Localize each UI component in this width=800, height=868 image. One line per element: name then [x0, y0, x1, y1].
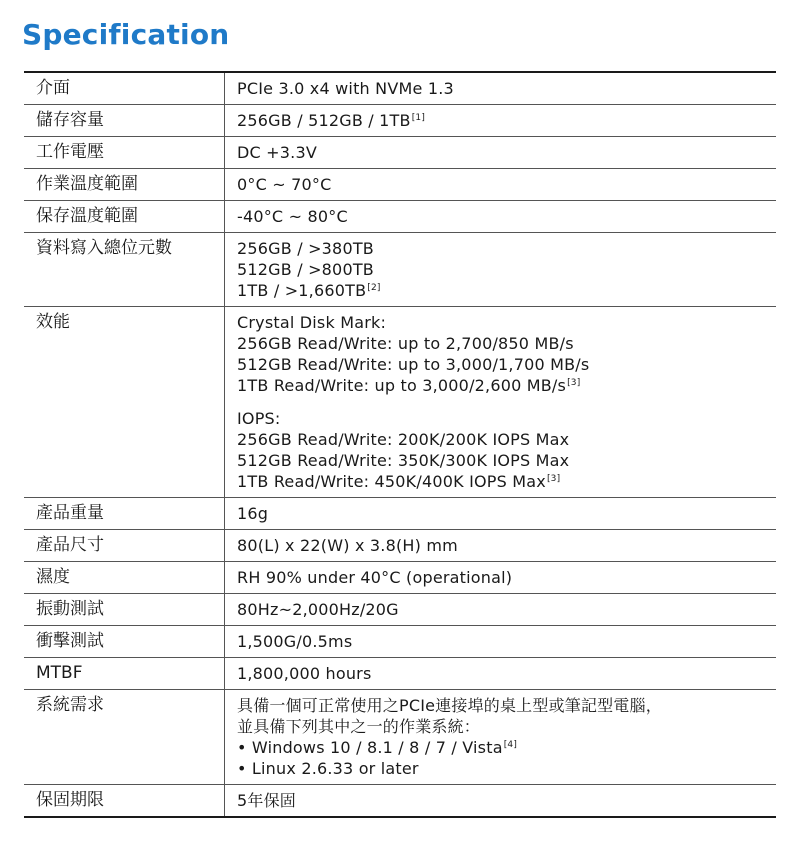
tbw-line: 512GB / >800TB	[237, 260, 374, 279]
spec-row-warranty	[24, 785, 776, 818]
spec-label: 資料寫入總位元數	[24, 233, 225, 307]
iops-line: 512GB Read/Write: 350K/300K IOPS Max	[237, 451, 570, 470]
spec-row-humidity	[24, 562, 776, 594]
spec-row-storage-temperature	[24, 201, 776, 233]
tbw-line: 256GB / >380TB	[237, 239, 374, 258]
spec-value: -40°C ~ 80°C	[225, 201, 777, 233]
spec-row-performance	[24, 307, 776, 498]
spec-value-cell	[225, 690, 777, 785]
spec-table	[24, 71, 776, 818]
footnote-marker: [3]	[546, 473, 561, 484]
spec-label: 儲存容量	[24, 105, 225, 137]
crystal-line: 256GB Read/Write: up to 2,700/850 MB/s	[237, 334, 574, 353]
spec-label: 濕度	[24, 562, 225, 594]
spec-value-cell	[225, 307, 777, 498]
spec-label: MTBF	[24, 658, 225, 690]
spec-value: 1,800,000 hours	[225, 658, 777, 690]
spec-row-weight	[24, 498, 776, 530]
spec-value-cell	[225, 105, 777, 137]
spec-label: 作業溫度範圍	[24, 169, 225, 201]
spec-label: 效能	[24, 307, 225, 498]
spacer	[237, 396, 768, 408]
spec-label: 保固期限	[24, 785, 225, 818]
page-title: Specification	[22, 18, 230, 51]
spec-label: 產品重量	[24, 498, 225, 530]
spec-label: 保存溫度範圍	[24, 201, 225, 233]
requirement-line: 並具備下列其中之一的作業系統：	[237, 717, 481, 736]
iops-title: IOPS:	[237, 409, 281, 428]
spec-label: 介面	[24, 72, 225, 105]
spec-value-cell	[225, 233, 777, 307]
spec-label: 產品尺寸	[24, 530, 225, 562]
spec-value: 256GB / 512GB / 1TB	[237, 111, 411, 130]
footnote-marker: [1]	[411, 112, 426, 123]
spec-value: RH 90% under 40°C (operational)	[225, 562, 777, 594]
spec-value: 80Hz~2,000Hz/20G	[225, 594, 777, 626]
footnote-marker: [3]	[567, 377, 581, 388]
spec-value: 5年保固	[237, 791, 296, 810]
spec-value: 16g	[225, 498, 777, 530]
spec-row-voltage	[24, 137, 776, 169]
spec-row-interface	[24, 72, 776, 105]
spec-row-mtbf	[24, 658, 776, 690]
spec-row-operating-temperature	[24, 169, 776, 201]
spec-row-vibration	[24, 594, 776, 626]
spec-value: PCIe 3.0 x4 with NVMe 1.3	[225, 72, 777, 105]
crystal-line: 1TB Read/Write: up to 3,000/2,600 MB/s	[237, 376, 567, 395]
spec-row-dimensions	[24, 530, 776, 562]
spec-row-system-requirements	[24, 690, 776, 785]
iops-line-last	[237, 471, 768, 492]
spec-row-capacity	[24, 105, 776, 137]
tbw-line-last	[237, 280, 768, 301]
crystal-title: Crystal Disk Mark:	[237, 313, 387, 332]
tbw-line: 1TB / >1,660TB	[237, 281, 367, 300]
crystal-line-last	[237, 375, 768, 396]
spec-value: 80(L) x 22(W) x 3.8(H) mm	[225, 530, 777, 562]
footnote-marker: [4]	[503, 739, 518, 750]
spec-label: 衝擊測試	[24, 626, 225, 658]
spec-label: 工作電壓	[24, 137, 225, 169]
crystal-line: 512GB Read/Write: up to 3,000/1,700 MB/s	[237, 355, 590, 374]
spec-value: DC +3.3V	[225, 137, 777, 169]
iops-line: 1TB Read/Write: 450K/400K IOPS Max	[237, 472, 546, 491]
spec-value: 1,500G/0.5ms	[225, 626, 777, 658]
os-item-windows	[237, 737, 768, 758]
spec-row-tbw	[24, 233, 776, 307]
iops-line: 256GB Read/Write: 200K/200K IOPS Max	[237, 430, 570, 449]
spec-label: 振動測試	[24, 594, 225, 626]
spec-value: 0°C ~ 70°C	[225, 169, 777, 201]
requirement-line: 具備一個可正常使用之PCIe連接埠的桌上型或筆記型電腦，	[237, 696, 662, 715]
footnote-marker: [2]	[367, 282, 381, 293]
os-item: • Linux 2.6.33 or later	[237, 759, 419, 778]
spec-row-shock	[24, 626, 776, 658]
spec-label: 系統需求	[24, 690, 225, 785]
os-item: • Windows 10 / 8.1 / 8 / 7 / Vista	[237, 738, 503, 757]
